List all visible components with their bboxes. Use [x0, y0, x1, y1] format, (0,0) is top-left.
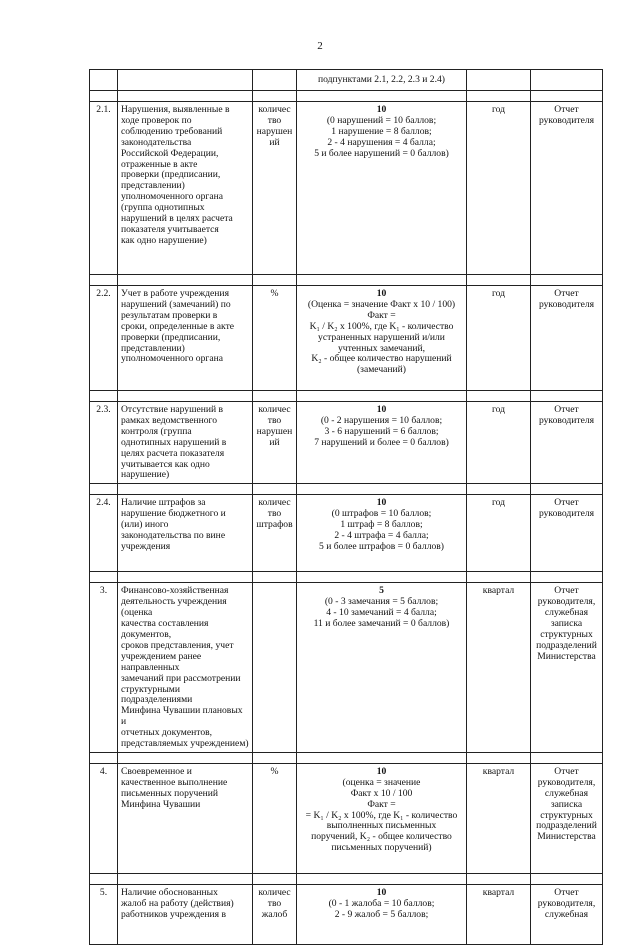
- data-source: [531, 884, 603, 944]
- source-line: руководителя,: [537, 596, 596, 608]
- source-line: Отчет: [554, 585, 579, 597]
- data-source: [531, 402, 603, 484]
- row-gap: [90, 91, 603, 102]
- source-line: Отчет: [554, 288, 579, 299]
- gap-cell: [90, 391, 118, 402]
- gap-cell: [90, 484, 118, 495]
- indicator-name-line: Минфина Чувашии: [121, 798, 201, 810]
- gap-cell: [467, 391, 531, 402]
- gap-cell: [297, 752, 467, 763]
- criteria-line: (0 штрафов = 10 баллов;: [331, 508, 432, 520]
- criteria-line: 2 - 9 жалоб = 5 баллов;: [334, 908, 429, 920]
- max-score: 5: [379, 585, 384, 597]
- criteria-line: 2 - 4 штрафа = 4 балла;: [334, 530, 429, 542]
- cell-name: [118, 70, 253, 91]
- table-row: [90, 495, 603, 572]
- unit-line: жалоб: [261, 908, 288, 920]
- evaluation-criteria: [297, 402, 467, 484]
- unit-line: количес: [258, 404, 291, 415]
- row-gap: [90, 275, 603, 286]
- gap-cell: [118, 752, 253, 763]
- indicator-name-line: Российской Федерации,: [121, 147, 219, 159]
- row-number: 5.: [90, 884, 118, 944]
- indicator-name-line: отраженные в акте: [121, 158, 198, 170]
- criteria-line: Факт =: [367, 798, 396, 810]
- unit-line: количес: [258, 886, 291, 898]
- max-score: 10: [376, 288, 387, 299]
- gap-cell: [531, 752, 603, 763]
- unit-line: %: [270, 765, 279, 777]
- unit-line: тво: [267, 508, 282, 520]
- indicator-name-line: Учет в работе учреждения: [121, 288, 229, 299]
- source-line: Отчет: [554, 765, 579, 777]
- max-score: 10: [376, 104, 387, 115]
- gap-cell: [253, 572, 297, 583]
- indicator-name-line: соблюдению требований: [121, 125, 223, 137]
- max-score: 10: [376, 765, 387, 777]
- indicator-name-line: качественное выполнение: [121, 776, 228, 788]
- gap-cell: [297, 484, 467, 495]
- indicator-name-line: проверки (предписании,: [121, 331, 221, 343]
- indicator-name-line: письменных поручений: [121, 787, 219, 799]
- criteria-line: 1 штраф = 8 баллов;: [340, 519, 423, 531]
- gap-cell: [297, 91, 467, 102]
- criteria-line: 1 нарушение = 8 баллов;: [331, 125, 432, 137]
- row-number: 2.2.: [90, 286, 118, 391]
- indicator-name-line: жалоб на работу (действия): [121, 897, 234, 909]
- source-line: руководителя: [538, 298, 595, 310]
- source-line: подразделений: [536, 820, 597, 832]
- indicator-name-line: как одно нарушение): [121, 234, 207, 246]
- indicator-name: [118, 286, 253, 391]
- gap-cell: [118, 572, 253, 583]
- criteria-line: 4 - 10 замечаний = 4 балла;: [326, 607, 437, 619]
- gap-cell: [253, 484, 297, 495]
- unit-of-measure: [253, 583, 297, 753]
- criteria-line: (0 - 1 жалоба = 10 баллов;: [328, 897, 435, 909]
- indicator-name-line: проверки (предписании,: [121, 169, 221, 181]
- indicator-name-line: контроля (группа: [121, 425, 192, 437]
- row-number: 2.4.: [90, 495, 118, 572]
- cell-unit: [253, 70, 297, 91]
- periodicity: год: [467, 286, 531, 391]
- gap-cell: [118, 275, 253, 286]
- unit-of-measure: [253, 763, 297, 873]
- unit-line: количес: [258, 497, 291, 509]
- periodicity: квартал: [467, 884, 531, 944]
- indicator-name-line: (или) иного: [121, 519, 169, 531]
- row-gap: [90, 484, 603, 495]
- indicator-name-line: нарушений в целях расчета: [121, 213, 233, 225]
- gap-cell: [297, 572, 467, 583]
- indicator-name-line: сроков представления, учет: [121, 639, 234, 651]
- evaluation-criteria: [297, 763, 467, 873]
- gap-cell: [90, 572, 118, 583]
- gap-cell: [531, 484, 603, 495]
- unit-of-measure: [253, 884, 297, 944]
- criteria-line: Факт =: [367, 309, 396, 321]
- source-line: Министерства: [537, 831, 596, 843]
- criteria-line: (0 - 2 нарушения = 10 баллов;: [320, 414, 443, 426]
- source-line: руководителя: [538, 114, 595, 126]
- indicator-name-line: показателя учитывается: [121, 223, 219, 235]
- row-number: 2.3.: [90, 402, 118, 484]
- table-row: [90, 583, 603, 753]
- indicator-name-line: учреждением ранее направленных: [121, 650, 202, 673]
- indicator-name-line: сроки, определенные в акте: [121, 320, 235, 332]
- criteria-line: 7 нарушений и более = 0 баллов): [314, 436, 449, 448]
- gap-cell: [118, 391, 253, 402]
- source-line: структурных: [540, 809, 593, 821]
- cell-source: [531, 70, 603, 91]
- gap-cell: [531, 391, 603, 402]
- gap-cell: [253, 275, 297, 286]
- unit-of-measure: [253, 495, 297, 572]
- indicator-name: [118, 402, 253, 484]
- row-number: 3.: [90, 583, 118, 753]
- evaluation-criteria: [297, 102, 467, 275]
- criteria-line: 5 и более нарушений = 0 баллов): [314, 147, 449, 159]
- source-line: служебная: [544, 607, 589, 619]
- table-row: [90, 402, 603, 484]
- evaluation-criteria: [297, 286, 467, 391]
- source-line: Министерства: [537, 650, 596, 662]
- cell-num: [90, 70, 118, 91]
- cell-criteria-tail: подпунктами 2.1, 2.2, 2.3 и 2.4): [297, 70, 467, 91]
- source-line: подразделений: [536, 639, 597, 651]
- criteria-line: 11 и более замечаний = 0 баллов): [313, 618, 450, 630]
- page-number: 2: [317, 40, 323, 52]
- criteria-line: 2 - 4 нарушения = 4 балла;: [327, 136, 436, 148]
- unit-line: тво: [267, 114, 282, 126]
- source-line: руководителя,: [537, 776, 596, 788]
- indicator-name-line: (группа однотипных: [121, 202, 205, 214]
- evaluation-criteria: [297, 495, 467, 572]
- table-row: [90, 286, 603, 391]
- indicator-name-line: уполномоченного органа: [121, 191, 223, 203]
- unit-line: тво: [267, 414, 282, 426]
- row-number: 2.1.: [90, 102, 118, 275]
- indicator-name-line: Нарушения, выявленные в: [121, 104, 230, 115]
- source-line: руководителя: [538, 508, 595, 520]
- indicator-name-line: целях расчета показателя: [121, 447, 225, 459]
- indicator-name: [118, 102, 253, 275]
- gap-cell: [467, 572, 531, 583]
- indicator-name-line: отчетных документов,: [121, 727, 213, 739]
- indicator-name-line: структурными подразделениями: [121, 683, 193, 706]
- table-row: [90, 763, 603, 873]
- indicator-name: [118, 583, 253, 753]
- data-source: [531, 102, 603, 275]
- row-gap: [90, 391, 603, 402]
- gap-cell: [297, 391, 467, 402]
- criteria-line: (замечаний): [356, 364, 406, 376]
- indicator-name-line: замечаний при рассмотрении: [121, 672, 241, 684]
- source-line: служебная: [544, 787, 589, 799]
- indicator-name-line: качества составления документов,: [121, 618, 209, 640]
- indicator-name-line: Отсутствие нарушений в: [121, 404, 224, 415]
- unit-of-measure: [253, 286, 297, 391]
- indicator-name-line: уполномоченного органа: [121, 353, 223, 365]
- gap-cell: [90, 91, 118, 102]
- periodicity: квартал: [467, 583, 531, 753]
- data-source: [531, 763, 603, 873]
- indicator-name-line: Минфина Чувашии плановых и: [121, 705, 243, 728]
- gap-cell: [467, 484, 531, 495]
- criteria-line: (Оценка = значение Факт х 10 / 100): [307, 298, 456, 310]
- table-body: [90, 70, 603, 945]
- gap-cell: [90, 752, 118, 763]
- indicator-name-line: однотипных нарушений в: [121, 436, 227, 448]
- indicator-name-line: нарушений (замечаний) по: [121, 298, 231, 310]
- indicator-name-line: рамках ведомственного: [121, 414, 218, 426]
- gap-cell: [253, 752, 297, 763]
- indicator-name: [118, 763, 253, 873]
- max-score: 10: [376, 886, 387, 898]
- indicator-name-line: представлении): [121, 342, 185, 354]
- criteria-line: (оценка = значение: [342, 776, 421, 788]
- indicator-name-line: Своевременное и: [121, 765, 192, 777]
- criteria-line: 3 - 6 нарушений = 6 баллов;: [324, 425, 439, 437]
- source-line: Отчет: [554, 886, 579, 898]
- indicator-name-line: Финансово-хозяйственная: [121, 585, 229, 597]
- unit-line: ий: [269, 436, 280, 448]
- indicator-name-line: результатам проверки в: [121, 309, 218, 321]
- indicator-name-line: законодательства: [121, 136, 192, 148]
- source-line: записка: [550, 618, 583, 630]
- criteria-line: 5 и более штрафов = 0 баллов): [319, 540, 444, 552]
- indicator-name: [118, 884, 253, 944]
- criteria-line: K₂ - общее количество нарушений: [311, 353, 452, 365]
- gap-cell: [118, 91, 253, 102]
- unit-line: %: [270, 288, 279, 299]
- criteria-line: поручений, K₂ - общее количество: [311, 831, 452, 843]
- unit-line: штрафов: [256, 519, 293, 531]
- gap-cell: [467, 91, 531, 102]
- gap-cell: [467, 752, 531, 763]
- indicator-name-line: нарушение): [121, 469, 170, 481]
- periodicity: квартал: [467, 763, 531, 873]
- indicator-name-line: работников учреждения в: [121, 908, 227, 920]
- unit-line: ий: [269, 136, 280, 148]
- row-gap: [90, 572, 603, 583]
- indicator-name: [118, 495, 253, 572]
- indicator-name-line: представлении): [121, 180, 185, 192]
- source-line: записка: [550, 798, 583, 810]
- indicator-name-line: законодательства по вине: [121, 530, 226, 542]
- source-line: Отчет: [554, 497, 579, 509]
- evaluation-criteria: [297, 583, 467, 753]
- criteria-table: [89, 69, 603, 945]
- indicator-name-line: Наличие штрафов за: [121, 497, 206, 509]
- indicator-name-line: учреждения: [121, 540, 171, 552]
- indicator-name-line: представляемых учреждением): [121, 738, 249, 750]
- source-line: служебная: [544, 908, 589, 920]
- gap-cell: [118, 484, 253, 495]
- indicator-name-line: нарушение бюджетного и: [121, 508, 226, 520]
- periodicity: год: [467, 495, 531, 572]
- row-gap: [90, 752, 603, 763]
- unit-of-measure: [253, 402, 297, 484]
- table-row: [90, 884, 603, 944]
- gap-cell: [253, 91, 297, 102]
- source-line: Отчет: [554, 104, 579, 115]
- gap-cell: [531, 275, 603, 286]
- criteria-line: письменных поручений): [331, 842, 432, 854]
- criteria-line: = K₁ / K₂ x 100%, где K₁ - количество: [305, 809, 458, 821]
- unit-line: нарушен: [256, 125, 293, 137]
- criteria-line: K₁ / K₂ x 100%, где K₁ - количество: [309, 320, 454, 332]
- indicator-name-line: ходе проверок по: [121, 114, 192, 126]
- unit-line: количес: [258, 104, 291, 115]
- indicator-name-line: учитывается как одно: [121, 458, 210, 470]
- gap-cell: [531, 91, 603, 102]
- table-row: [90, 102, 603, 275]
- gap-cell: [467, 275, 531, 286]
- data-source: [531, 286, 603, 391]
- indicator-name-line: деятельность учреждения (оценка: [121, 596, 227, 619]
- cell-period: [467, 70, 531, 91]
- criteria-line: (0 - 3 замечания = 5 баллов;: [324, 596, 439, 608]
- source-line: Отчет: [554, 404, 579, 415]
- gap-cell: [90, 275, 118, 286]
- criteria-line: выполненных письменных: [326, 820, 437, 832]
- indicator-name-line: Наличие обоснованных: [121, 886, 218, 898]
- source-line: руководителя,: [537, 897, 596, 909]
- periodicity: год: [467, 102, 531, 275]
- source-line: руководителя: [538, 414, 595, 426]
- unit-line: нарушен: [256, 425, 293, 437]
- max-score: 10: [376, 404, 387, 415]
- max-score: 10: [376, 497, 387, 509]
- unit-of-measure: [253, 102, 297, 275]
- criteria-line: Факт х 10 / 100: [350, 787, 413, 799]
- gap-cell: [253, 391, 297, 402]
- gap-cell: [297, 275, 467, 286]
- gap-cell: [531, 572, 603, 583]
- data-source: [531, 583, 603, 753]
- criteria-line: учтенных замечаний,: [337, 342, 425, 354]
- data-source: [531, 495, 603, 572]
- periodicity: год: [467, 402, 531, 484]
- table-row-continuation: [90, 70, 603, 91]
- row-number: 4.: [90, 763, 118, 873]
- unit-line: тво: [267, 897, 282, 909]
- criteria-line: устраненных нарушений и/или: [318, 331, 445, 343]
- criteria-line: (0 нарушений = 10 баллов;: [326, 114, 437, 126]
- source-line: структурных: [540, 628, 593, 640]
- evaluation-criteria: [297, 884, 467, 944]
